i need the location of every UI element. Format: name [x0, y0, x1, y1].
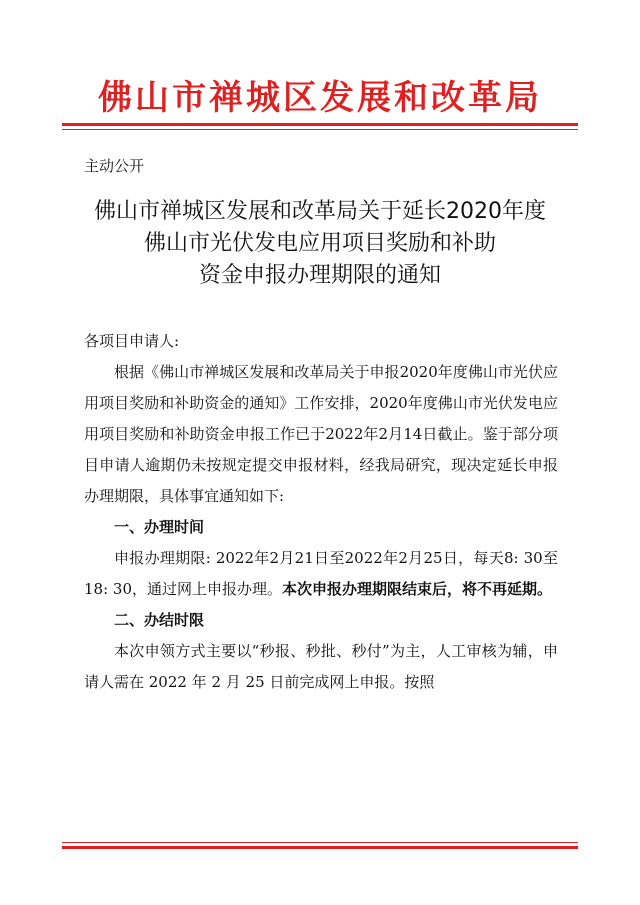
agency-header: 佛山市禅城区发展和改革局 [98, 78, 542, 118]
title-line: 资金申报办理期限的通知 [198, 263, 441, 288]
title-line: 佛山市光伏发电应用项目奖励和补助 [143, 231, 496, 256]
document-title [0, 196, 640, 292]
header-rule-thick [62, 123, 578, 126]
intro-paragraph: 根据《佛山市禅城区发展和改革局关于申报2020年度佛山市光伏应用项目奖励和补助资金的通知》工作安排，2020年度佛山市光伏发电应用项目奖励和补助资金申报工作已于2022年2月14日截止。鉴于部分项目申请人逾期仍未按规定提交申报材料，经我局研究，现决定延长申报办理期限，具体事宜通知如下: [84, 363, 558, 505]
document-body [84, 326, 558, 698]
header-rule-thin [62, 129, 578, 130]
section-heading: 一、办理时间 [114, 518, 205, 536]
disclosure-label: 主动公开 [84, 157, 145, 175]
section-paragraph: 本次申领方式主要以“秒报、秒批、秒付”为主，人工审核为辅，申请人需在 2022 年 2 月 25 日前完成网上申报。按照 [84, 642, 558, 691]
title-line: 佛山市禅城区发展和改革局关于延长2020年度 [94, 199, 546, 224]
footer-rule-thick [62, 846, 578, 849]
footer-rule-thin [62, 842, 578, 843]
emphasis-text: 本次申报办理期限结束后，将不再延期。 [282, 580, 553, 598]
salutation: 各项目申请人: [84, 332, 180, 350]
section-paragraph [84, 543, 558, 605]
section-text: 申报办理期限: 2022年2月21日至2022年2月25日，每天8: 30至18: 30，通过网上申报办理。 [84, 549, 558, 598]
section-heading: 二、办结时限 [114, 611, 205, 629]
